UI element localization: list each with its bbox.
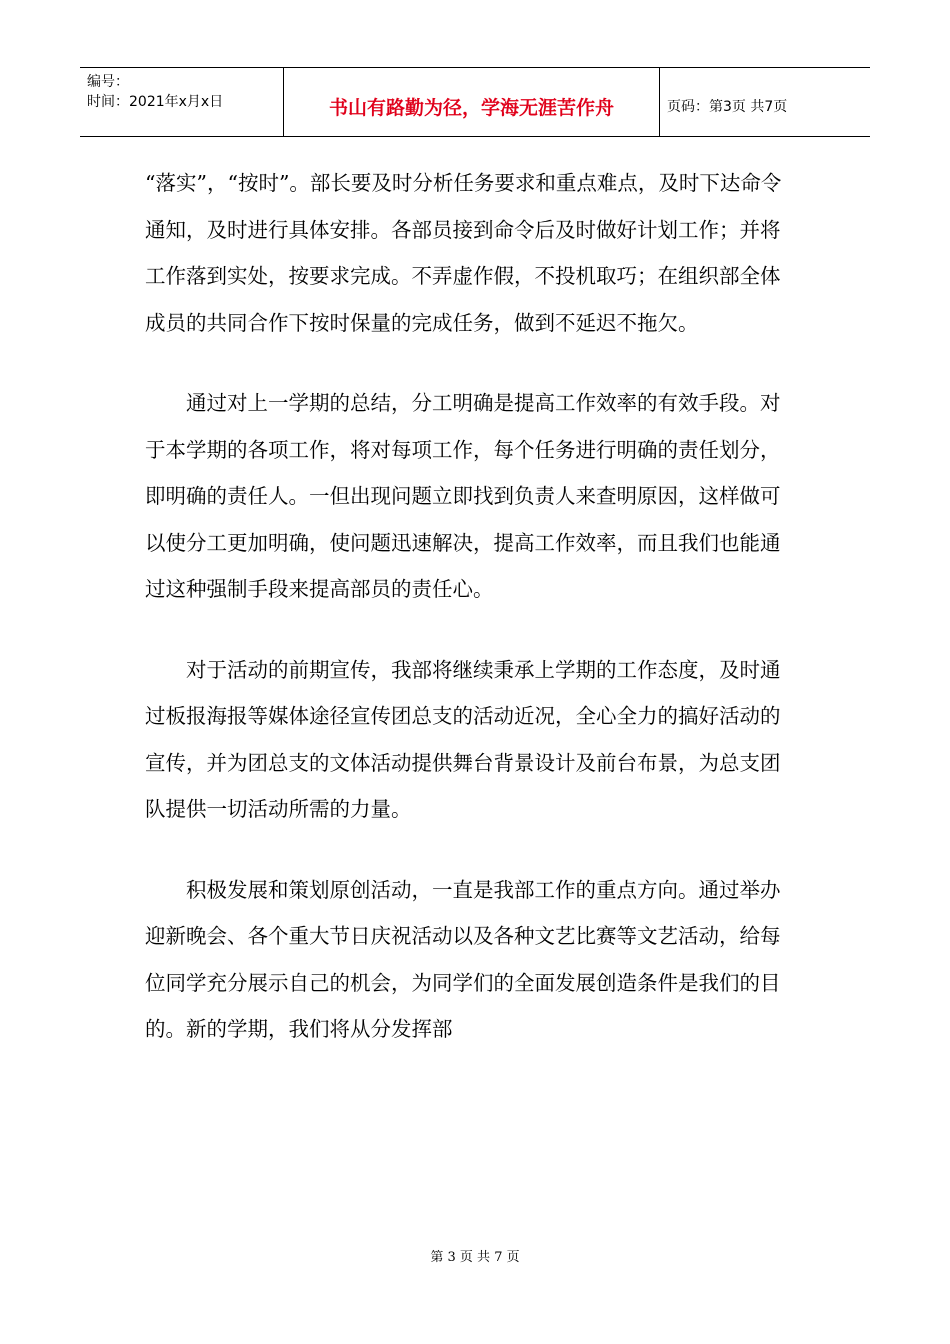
document-body <box>145 160 800 1087</box>
page-footer: 第 3 页 共 7 页 <box>430 1250 520 1265</box>
paragraph-4: 积极发展和策划原创活动，一直是我部工作的重点方向。通过举办迎新晚会、各个重大节日庆祝活动以及各种文艺比赛等文艺活动，给每位同学充分展示自己的机会，为同学们的全面发展创造条件是我们的目的。新的学期，我们将从分发挥部 <box>145 877 781 1041</box>
paragraph-1: “落实”，“按时”。部长要及时分析任务要求和重点难点，及时下达命令通知，及时进行具体安排。各部员接到命令后及时做好计划工作；并将工作落到实处，按要求完成。不弄虚作假，不投机取巧；在组织部全体成员的共同合作下按时保量的完成任务，做到不延迟不拖欠。 <box>145 171 782 335</box>
header-meta <box>80 68 284 136</box>
header-page-code: 页码：第3页 共7页 <box>667 99 788 115</box>
paragraph-3: 对于活动的前期宣传，我部将继续秉承上学期的工作态度，及时通过板报海报等媒体途径宣传团总支的活动近况，全心全力的搞好活动的宣传，并为团总支的文体活动提供舞台背景设计及前台布景，为总支团队提供一切活动所需的力量。 <box>145 657 781 821</box>
paragraph-2: 通过对上一学期的总结，分工明确是提高工作效率的有效手段。对于本学期的各项工作，将对每项工作，每个任务进行明确的责任划分，即明确的责任人。一但出现问题立即找到负责人来查明原因，这样做可以使分工更加明确，使问题迅速解决，提高工作效率，而且我们也能通过这种强制手段来提高部员的责任心。 <box>145 391 781 601</box>
document-time-label: 时间：2021年x月x日 <box>87 94 224 110</box>
page-header <box>80 67 870 137</box>
document-number-label: 编号： <box>87 74 129 90</box>
header-motto: 书山有路勤为径，学海无涯苦作舟 <box>284 68 660 136</box>
